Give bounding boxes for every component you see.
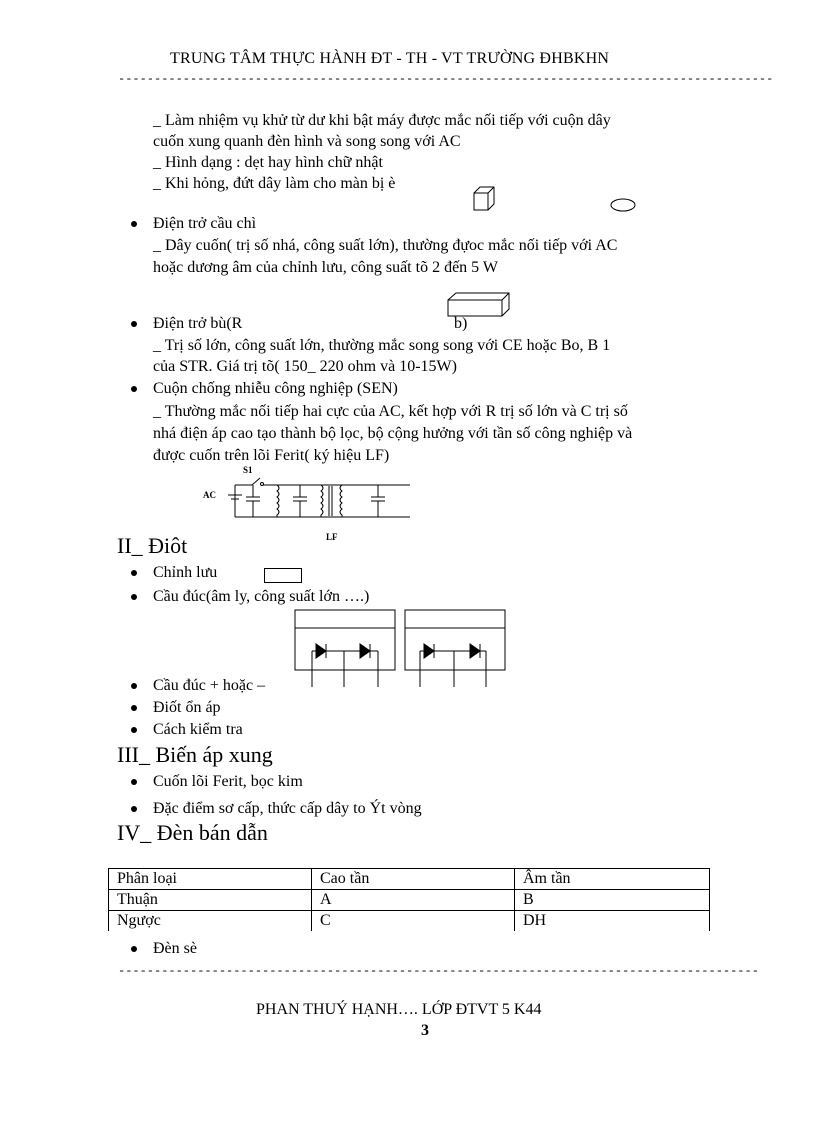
compensation-resistor-line: của STR. Giá trị tõ( 150_ 220 ohm và 10-15W): [153, 358, 457, 375]
intro-line: cuốn xung quanh đèn hình và song song với AC: [153, 133, 461, 150]
bullet-icon: [131, 727, 137, 733]
fuse-resistor-title: Điện trở cầu chì: [153, 215, 257, 232]
transformer-item: Cuốn lõi Ferit, bọc kim: [153, 773, 303, 790]
compensation-resistor-line: _ Trị số lớn, công suất lớn, thường mắc song song với CE hoặc Bo, B 1: [153, 337, 611, 354]
header-rule: -------------------------------------------------------------------------------------------: [118, 72, 774, 86]
bullet-icon: [131, 570, 137, 576]
bullet-icon: [131, 946, 137, 952]
table-header-cell: Âm tần: [515, 869, 710, 890]
bullet-icon: [131, 806, 137, 812]
compensation-resistor-subscript: b): [454, 315, 468, 332]
table-row: [109, 911, 710, 932]
diode-item: Điốt ổn áp: [153, 699, 221, 716]
table-header-cell: Phân loại: [109, 869, 312, 890]
bullet-icon: [131, 705, 137, 711]
bridge-rectifier-diagram: [294, 609, 506, 689]
footer-author: PHAN THUÝ HẠNH…. LỚP ĐTVT 5 K44: [256, 1001, 542, 1018]
intro-line: _ Làm nhiệm vụ khử từ dư khi bật máy được mắc nối tiếp với cuộn dây: [153, 112, 611, 129]
bullet-icon: [131, 594, 137, 600]
table-cell: Ngược: [109, 911, 312, 932]
table-row: [109, 890, 710, 911]
table-header-row: [109, 869, 710, 890]
bullet-icon: [131, 386, 137, 392]
intro-line: _ Khi hỏng, đứt dây làm cho màn bị è: [153, 175, 396, 192]
table-cell: C: [312, 911, 515, 932]
footer-rule: -----------------------------------------------------------------------------------------: [118, 964, 759, 978]
transformer-item: Đặc điểm sơ cấp, thức cấp dây to Ýt vòng: [153, 800, 422, 817]
table-cell: A: [312, 890, 515, 911]
table-cell: DH: [515, 911, 710, 932]
circuit-label-inductor: LF: [326, 532, 338, 542]
transistor-after-item: Đèn sè: [153, 940, 197, 957]
heading-transistor: IV_ Đèn bán dẫn: [117, 820, 268, 845]
circuit-label-source: AC: [203, 490, 216, 500]
rectifier-box-drawing: [264, 568, 302, 583]
table-cell: B: [515, 890, 710, 911]
sen-title: Cuộn chống nhiễu công nghiệp (SEN): [153, 380, 398, 397]
fuse-resistor-line: hoặc dương âm của chỉnh lưu, công suất tõ 2 đến 5 W: [153, 259, 498, 276]
table-cell: Thuận: [109, 890, 312, 911]
sen-line: nhá điện áp cao tạo thành bộ lọc, bộ cộng hưởng với tần số công nghiệp và: [153, 425, 633, 442]
bullet-icon: [131, 321, 137, 327]
compensation-resistor-title: Điện trở bù(R: [153, 315, 243, 332]
bullet-icon: [131, 221, 137, 227]
filter-circuit-diagram: [220, 470, 420, 530]
oval-component-drawing: [609, 198, 639, 212]
page-header-title: TRUNG TÂM THỰC HÀNH ĐT - TH - VT TRƯỜNG ĐHBKHN: [170, 50, 610, 67]
page-number: 3: [421, 1022, 429, 1039]
circuit-label-switch: S1: [243, 465, 253, 475]
fuse-resistor-line: _ Dây cuốn( trị số nhá, công suất lớn), thường đựoc mắc nối tiếp với AC: [153, 237, 618, 254]
intro-line: _ Hình dạng : dẹt hay hình chữ nhật: [153, 154, 383, 171]
diode-item: Cầu đúc(âm ly, công suất lớn ….): [153, 588, 370, 605]
heading-diode: II_ Điôt: [117, 533, 188, 558]
bullet-icon: [131, 779, 137, 785]
diode-item: Chỉnh lưu: [153, 564, 218, 581]
transistor-table: [108, 868, 710, 931]
cube-component-drawing: [472, 186, 496, 212]
heading-transformer: III_ Biến áp xung: [117, 742, 273, 767]
bullet-icon: [131, 683, 137, 689]
sen-line: được cuốn trên lõi Ferit( ký hiệu LF): [153, 447, 390, 464]
diode-item: Cầu đúc + hoặc –: [153, 677, 266, 694]
sen-line: _ Thường mắc nối tiếp hai cực của AC, kết hợp với R trị số lớn và C trị số: [153, 403, 628, 420]
diode-item: Cách kiểm tra: [153, 721, 243, 738]
table-header-cell: Cao tần: [312, 869, 515, 890]
